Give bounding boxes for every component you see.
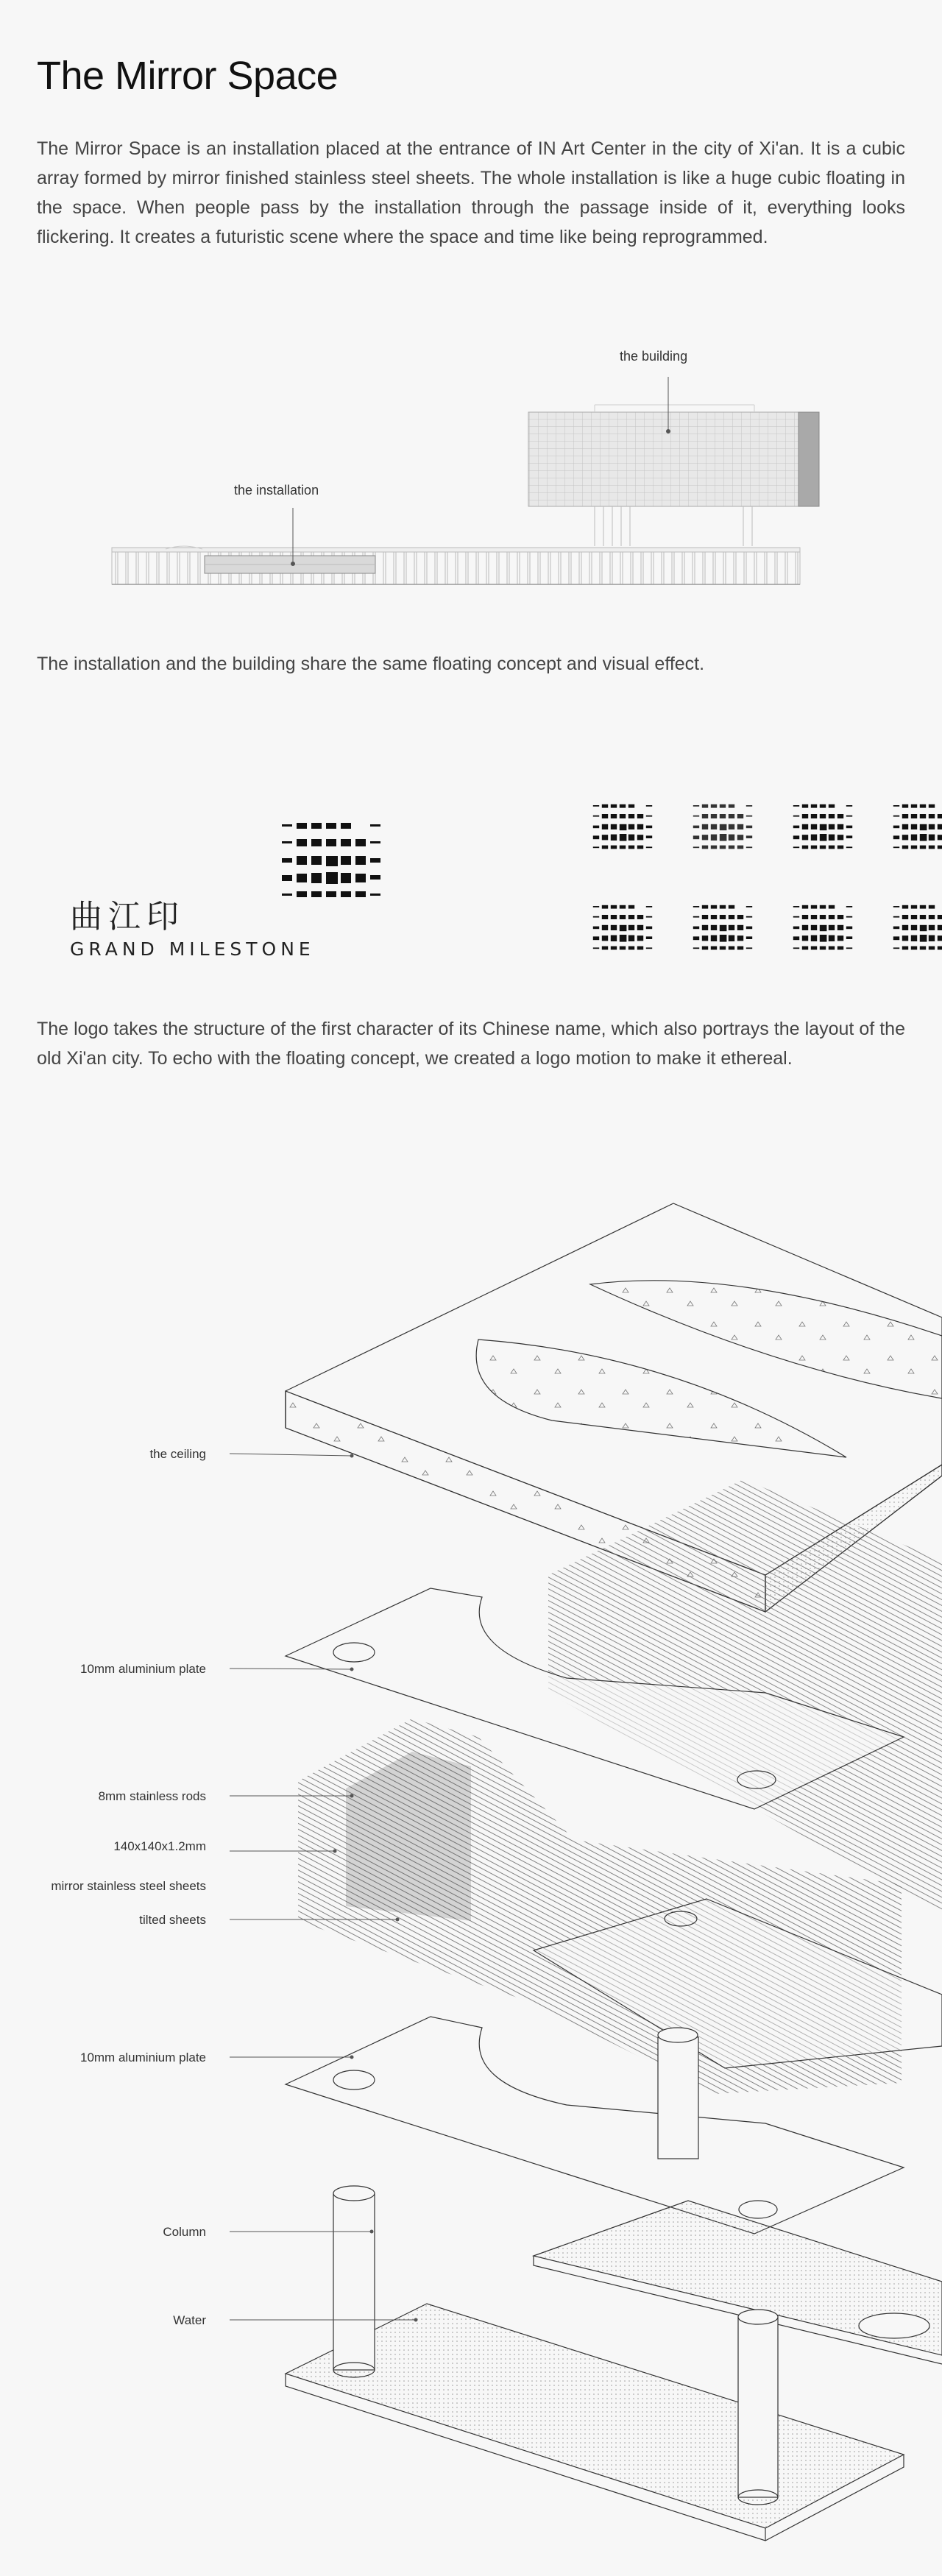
logo-chinese-name: 曲江印: [70, 898, 185, 935]
exploded-axonometric: [0, 1178, 942, 2576]
water-base: [286, 2201, 942, 2541]
label-sheets: mirror stainless steel sheets: [51, 1879, 206, 1893]
elevation-drawing: [0, 331, 942, 611]
label-rods: 8mm stainless rods: [98, 1789, 206, 1803]
component-labels: [51, 1447, 206, 2327]
logo-motion-frames: [593, 804, 942, 950]
label-ceiling: the ceiling: [149, 1447, 206, 1461]
logo-frame-3: [793, 804, 852, 849]
label-plate-top: 10mm aluminium plate: [79, 1662, 206, 1676]
logo-frame-6: [693, 905, 752, 950]
label-plate-bottom: 10mm aluminium plate: [79, 2050, 206, 2064]
logo-frame-7: [793, 905, 852, 950]
building-elevation: [528, 405, 819, 546]
logo-section: [0, 780, 942, 972]
logo-frame-1: [593, 804, 652, 849]
label-sheet-size: 140x140x1.2mm: [113, 1839, 206, 1853]
logo-frame-8: [893, 905, 942, 950]
intro-paragraph: The Mirror Space is an installation placed at the entrance of IN Art Center in the city of Xi'an. It is a cubic array formed by mirror finished stainless steel sheets. The whole installation is like a huge cubic floating in the space. When people pass by the installation through the passage inside of it, everything looks flickering. It creates a futuristic scene where the space and time like being reprogrammed.: [37, 138, 905, 247]
label-building: the building: [620, 349, 688, 364]
logo-mark: [282, 823, 380, 897]
logo-frame-5: [593, 905, 652, 950]
caption-elevation: The installation and the building share the same floating concept and visual effect.: [37, 654, 705, 674]
label-installation: the installation: [234, 483, 319, 498]
label-column: Column: [163, 2225, 206, 2239]
page-title: The Mirror Space: [37, 54, 339, 98]
label-tilted: tilted sheets: [139, 1913, 206, 1927]
logo-frame-4: [893, 804, 942, 849]
logo-frame-2: [693, 804, 752, 849]
logo-english-name: GRAND MILESTONE: [70, 938, 315, 960]
caption-logo: The logo takes the structure of the first character of its Chinese name, which also portrays the layout of the old Xi'an city. To echo with the floating concept, we created a logo motion to make it ethereal.: [37, 1019, 905, 1069]
label-water: Water: [173, 2313, 206, 2327]
podium-elevation: [112, 546, 800, 584]
